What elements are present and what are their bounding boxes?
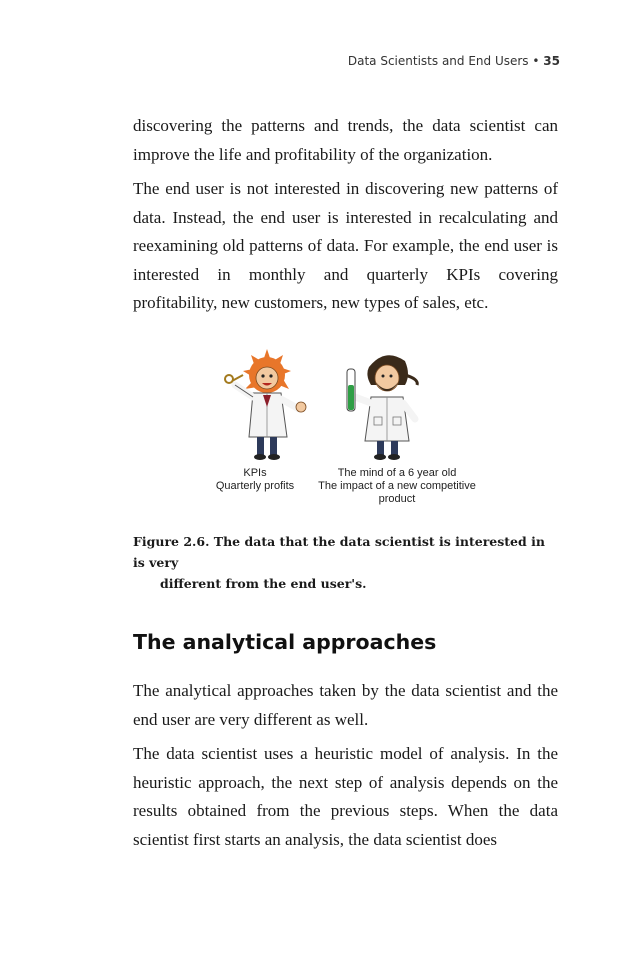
running-header (348, 54, 560, 68)
body-paragraph-4: The data scientist uses a heuristic model of analysis. In the heuristic approach, the next step of analysis depends on the results obtained from the previous steps. When the data scientist first starts an analysis, the data scientist does (133, 744, 558, 849)
figure-caption-line-2: different from the end user's. (160, 576, 367, 591)
label-quarterly-profits: Quarterly profits (215, 480, 295, 492)
body-paragraph-3: The analytical approaches taken by the data scientist and the end user are very different as well. (133, 681, 558, 729)
figure-label-right (312, 467, 482, 506)
page-number: 35 (543, 54, 560, 68)
wild-scientist-illustration (225, 349, 306, 460)
label-kpis: KPIs (243, 467, 267, 479)
figure-label-left (210, 467, 300, 493)
figure-cartoons (205, 345, 495, 470)
label-competitive-impact: The impact of a new competitive (318, 480, 476, 492)
figure-caption (133, 531, 553, 594)
figure-caption-line-1: Figure 2.6. The data that the data scientist is interested in is very (133, 534, 545, 570)
section-heading: The analytical approaches (133, 630, 437, 654)
label-product: product (378, 493, 416, 505)
body-paragraph-1: discovering the patterns and trends, the data scientist can improve the life and profitability of the organization. (133, 116, 558, 164)
header-separator: • (532, 54, 540, 68)
test-tube-scientist-illustration (347, 355, 417, 460)
running-title: Data Scientists and End Users (347, 54, 529, 68)
label-mind-of-child: The mind of a 6 year old (337, 467, 457, 479)
body-paragraph-2: The end user is not interested in discovering new patterns of data. Instead, the end user is interested in recalculating and reexamining old patterns of data. For example, the end user is interested in monthly and quarterly KPIs covering profitability, new customers, new types of sales, etc. (133, 179, 558, 312)
